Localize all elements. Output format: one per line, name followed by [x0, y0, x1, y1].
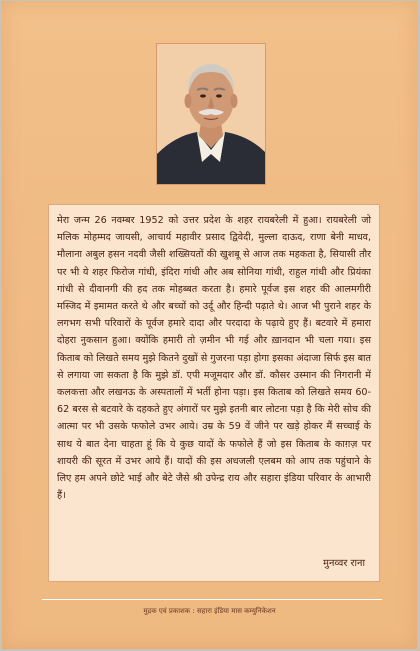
author-signature: मुनव्वर राना	[323, 558, 365, 569]
book-back-cover	[2, 1, 417, 649]
author-portrait-icon	[157, 44, 265, 184]
author-bio-paragraph: मेरा जन्म 26 नवम्बर 1952 को उत्तर प्रदेश के शहर रायबरेली में हुआ। रायबरेली जो मलिक मोहम्मद जायसी, आचार्य महावीर प्रसाद द्विवेदी, मुल्ला दाऊद, राणा बेनी माधव, मौलाना अबुल हसन नदवी जैसी शख्सियतों की खुशबू से आज तक महकता है, सियासी तौर पर भी ये शहर फिरोज गांधी, इंदिरा गांधी और अब सोनिया गांधी, राहुल गांधी और प्रियंका गांधी से दीवानगी की हद तक मोहब्बत करता है। हमारे पूर्वज इस शहर की आलमगीरी मस्जिद में इमामत करते थे और बच्चों को उर्दू और हिन्दी पढ़ाते थे। आज भी पुराने शहर के लगभग सभी परिवारों के पूर्वज हमारे दादा और परदादा के पढ़ाये हुए हैं। बटवारे में हमारा दोहरा नुकसान हुआ। क्योंकि हमारी तो ज़मीन भी गई और ख़ानदान भी चला गया। इस किताब को लिखते समय मुझे कितने दुखों से गुजरना पड़ा होगा इसका अंदाजा सिर्फ इस बात से लगाया जा सकता है कि मुझे डॉ. एपी मजूमदार और डॉ. कौसर उस्मान की निगरानी में कलकत्ता और लखनऊ के अस्पतालों में भर्ती होना पड़ा। इस किताब को लिखते समय 60-62 बरस से बटवारे के दहकते हुए अंगारों पर मुझे इतनी बार लोटना पड़ा है कि मेरी सोच की आत्मा पर भी उसके फफोले उभर आये। उम्र के 59 वें जीने पर खड़े होकर मैं सच्चाई के साथ ये बात देना चाहता हूं कि ये कुछ यादों के फफोले हैं जो इस किताब के काग़ज़ पर शायरी की सूरत में उभर आये हैं। यादों की इस अधजली एलबम को आप तक पहुंचाने के लिए हम अपने छोटे भाई और बेटे जैसे श्री उपेन्द्र राय और सहारा इंडिया परिवार के आभारी हैं।	[57, 215, 372, 502]
publisher-imprint: मुद्रक एवं प्रकाशक : सहारा इंडिया मास कम्युनिकेशन	[143, 607, 276, 615]
footer-divider	[42, 599, 382, 600]
author-photo	[156, 43, 266, 185]
author-bio-box	[48, 204, 380, 582]
